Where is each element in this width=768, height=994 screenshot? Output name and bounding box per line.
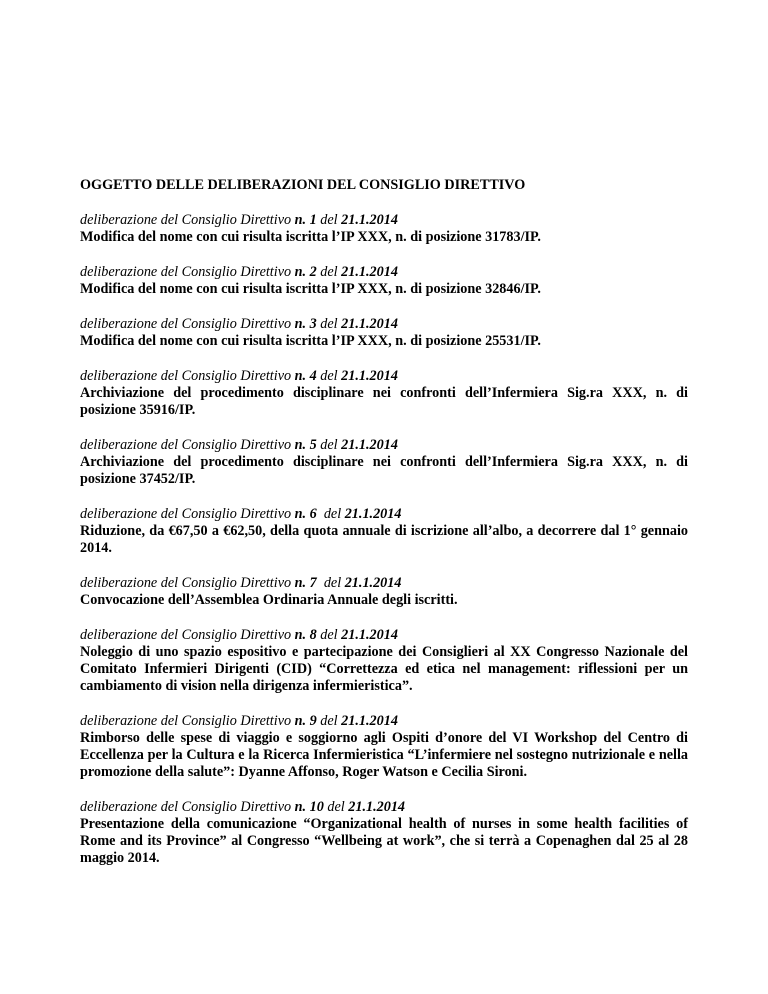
deliberation-reference (80, 368, 688, 385)
deliberation-reference (80, 212, 688, 229)
deliberation-reference (80, 437, 688, 454)
deliberation-entry (80, 264, 688, 298)
reference-prefix: deliberazione del Consiglio Direttivo (80, 368, 295, 384)
deliberation-reference (80, 799, 688, 816)
deliberation-number: n. 4 (294, 368, 317, 384)
deliberation-date: 21.1.2014 (341, 264, 398, 280)
reference-middle: del (316, 316, 342, 332)
deliberation-number: n. 1 (294, 212, 317, 228)
reference-prefix: deliberazione del Consiglio Direttivo (80, 264, 295, 280)
deliberation-date: 21.1.2014 (341, 316, 398, 332)
document-title: OGGETTO DELLE DELIBERAZIONI DEL CONSIGLIO DIRETTIVO (80, 177, 526, 193)
reference-middle: del (316, 627, 342, 643)
deliberation-date: 21.1.2014 (344, 506, 402, 522)
deliberation-entry (80, 437, 688, 488)
deliberation-date: 21.1.2014 (348, 799, 405, 815)
reference-middle: del (316, 506, 345, 522)
reference-prefix: deliberazione del Consiglio Direttivo (80, 316, 295, 332)
reference-prefix: deliberazione del Consiglio Direttivo (80, 713, 295, 729)
deliberation-description: Archiviazione del procedimento disciplinare nei confronti dell’Infermiera Sig.ra XXX, n. di posizione 37452/IP. (80, 454, 688, 487)
reference-prefix: deliberazione del Consiglio Direttivo (80, 212, 295, 228)
reference-middle: del (316, 264, 342, 280)
reference-prefix: deliberazione del Consiglio Direttivo (80, 506, 295, 522)
deliberation-reference (80, 627, 688, 644)
reference-middle: del (316, 713, 342, 729)
deliberation-date: 21.1.2014 (341, 713, 398, 729)
reference-prefix: deliberazione del Consiglio Direttivo (80, 575, 295, 591)
deliberation-number: n. 6 (294, 506, 317, 522)
deliberation-number: n. 9 (294, 713, 317, 729)
deliberation-entry (80, 713, 688, 781)
reference-middle: del (316, 212, 342, 228)
deliberation-number: n. 5 (294, 437, 317, 453)
deliberation-date: 21.1.2014 (344, 575, 402, 591)
reference-middle: del (323, 799, 349, 815)
deliberation-description: Modifica del nome con cui risulta iscritta l’IP XXX, n. di posizione 31783/IP. (80, 229, 541, 245)
reference-prefix: deliberazione del Consiglio Direttivo (80, 627, 295, 643)
deliberation-description: Noleggio di uno spazio espositivo e partecipazione dei Consiglieri al XX Congresso Nazionale del Comitato Infermieri Dirigenti (CID) “Correttezza ed etica nel management: riflessioni per un cambiamento di vision nella dirigenza infermieristica”. (80, 644, 688, 694)
deliberation-description: Riduzione, da €67,50 a €62,50, della quota annuale di iscrizione all’albo, a decorrere dal 1° gennaio 2014. (80, 523, 688, 556)
deliberation-date: 21.1.2014 (341, 368, 398, 384)
reference-middle: del (316, 368, 342, 384)
deliberation-number: n. 8 (294, 627, 317, 643)
deliberation-entry (80, 212, 688, 246)
deliberation-reference (80, 575, 688, 592)
reference-middle: del (316, 575, 345, 591)
deliberation-description: Archiviazione del procedimento disciplinare nei confronti dell’Infermiera Sig.ra XXX, n. di posizione 35916/IP. (80, 385, 688, 418)
deliberation-description: Modifica del nome con cui risulta iscritta l’IP XXX, n. di posizione 25531/IP. (80, 333, 541, 349)
deliberation-date: 21.1.2014 (341, 627, 398, 643)
deliberation-reference (80, 316, 688, 333)
document-page (80, 177, 688, 885)
deliberation-entry (80, 627, 688, 695)
deliberation-number: n. 10 (294, 799, 324, 815)
deliberation-description: Convocazione dell’Assemblea Ordinaria Annuale degli iscritti. (80, 592, 458, 608)
deliberation-entry (80, 575, 688, 609)
deliberation-reference (80, 506, 688, 523)
deliberation-date: 21.1.2014 (341, 437, 398, 453)
deliberation-entry (80, 799, 688, 867)
deliberation-number: n. 3 (294, 316, 317, 332)
deliberation-number: n. 7 (294, 575, 317, 591)
deliberation-date: 21.1.2014 (341, 212, 398, 228)
reference-prefix: deliberazione del Consiglio Direttivo (80, 799, 295, 815)
deliberation-number: n. 2 (294, 264, 317, 280)
deliberation-description: Rimborso delle spese di viaggio e soggiorno agli Ospiti d’onore del VI Workshop del Centro di Eccellenza per la Cultura e la Ricerca Infermieristica “L’infermiere nel sostegno nutrizionale e nella promozione della salute”: Dyanne Affonso, Roger Watson e Cecilia Sironi. (80, 730, 688, 780)
deliberation-description: Modifica del nome con cui risulta iscritta l’IP XXX, n. di posizione 32846/IP. (80, 281, 541, 297)
deliberation-reference (80, 713, 688, 730)
deliberation-entry (80, 368, 688, 419)
reference-middle: del (316, 437, 342, 453)
deliberation-description: Presentazione della comunicazione “Organizational health of nurses in some health facilities of Rome and its Province” al Congresso “Wellbeing at work”, che si terrà a Copenaghen dal 25 al 28 maggio 2014. (80, 816, 688, 866)
deliberation-reference (80, 264, 688, 281)
reference-prefix: deliberazione del Consiglio Direttivo (80, 437, 295, 453)
deliberation-entry (80, 316, 688, 350)
deliberation-entry (80, 506, 688, 557)
